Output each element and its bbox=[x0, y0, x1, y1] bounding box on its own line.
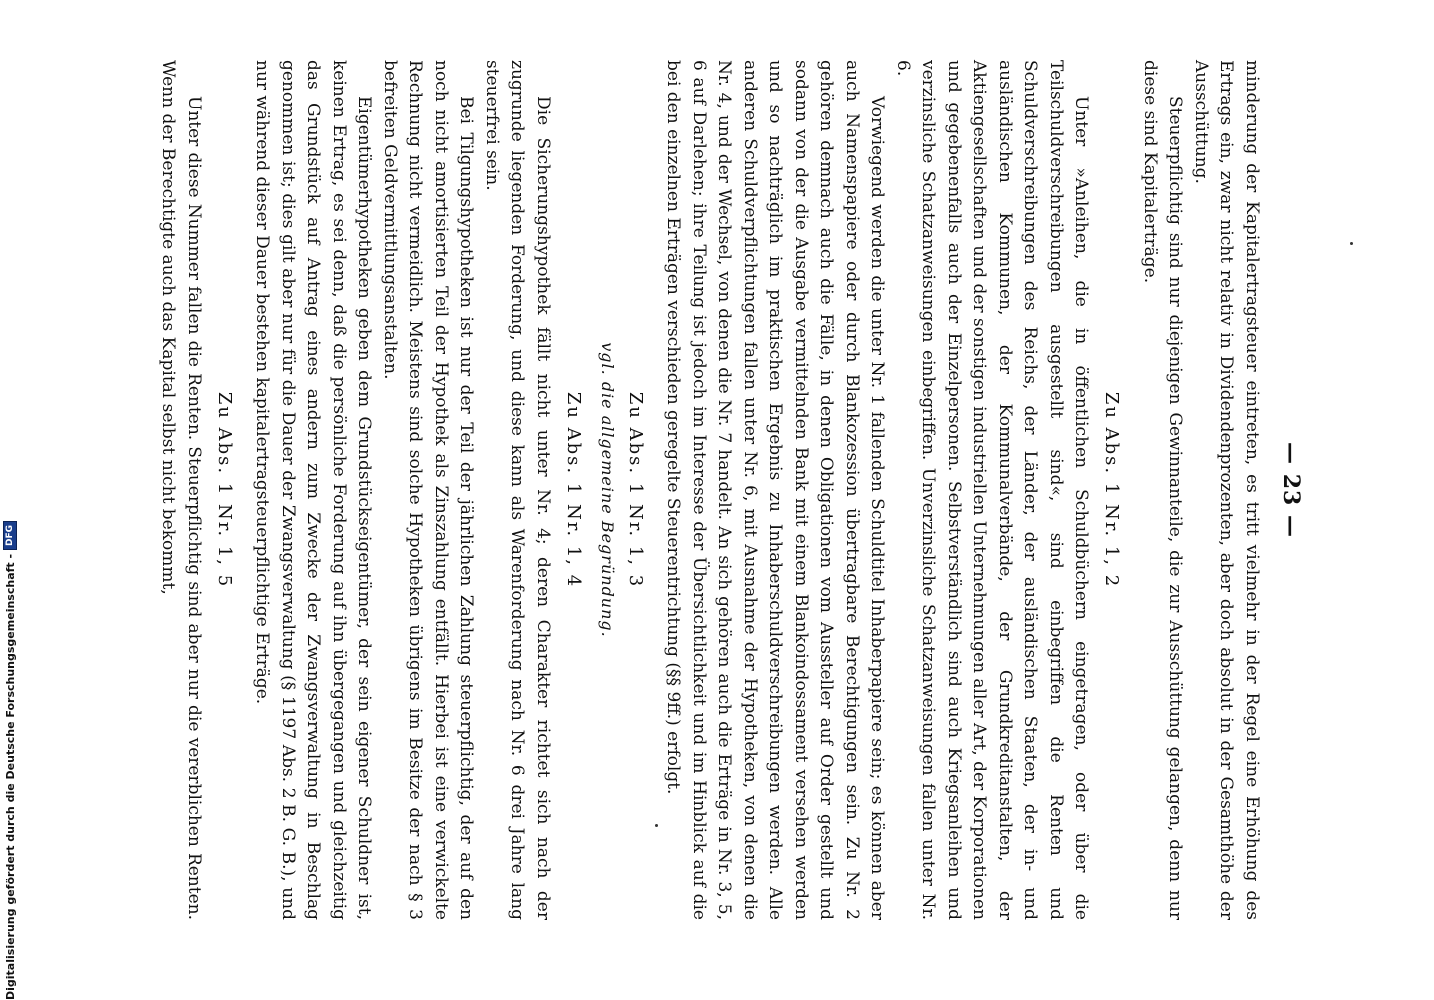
page-number: — 23 — bbox=[1278, 442, 1304, 538]
body-paragraph: Die Sicherungshypothek fällt nicht unter Nr. 4; deren Charakter richtet sich nach der zugrunde liegenden Forderung, und diese kann als Warenforderung nach Nr. 6 drei Jahre lang steuerfrei sein. bbox=[482, 60, 553, 920]
rotated-page bbox=[160, 40, 1310, 1000]
text-column bbox=[160, 40, 1310, 940]
body-paragraph: Eigentümerhypotheken geben dem Grundstückseigentümer, der sein eigener Schuldner ist, keinen Ertrag, es sei denn, daß die persönliche Forderung auf ihn übergegangen und gleichzeitig das Grundstück auf Antrag eines andern zum Zwecke der Zwangsverwaltung in Beschlag genommen ist; dies gilt aber nur für die Dauer der Zwangsverwaltung (§ 1197 Abs. 2 B. G. B.), und nur während dieser Dauer bestehen kapitalertragsteuerpflichtige Erträge. bbox=[252, 60, 375, 920]
digitization-credit bbox=[0, 524, 20, 1000]
page-content bbox=[160, 40, 1310, 940]
dfg-logo: DFG bbox=[3, 521, 17, 550]
body-paragraph: Unter »Anleihen, die in öffentlichen Schuldbüchern eingetragen, oder über die Teilschuldverschreibungen ausgestellt sind«, sind einbegriffen die Renten und Schuldverschreibungen des Reichs, der Länder, der ausländischen Staaten, der in- und ausländischen Kommunen, der Kommunalverbände, der Grundkreditanstalten, der Aktiengesellschaften und der sonstigen industriellen Unternehmungen aller Art, der Korporationen und gegebenenfalls auch der Einzelpersonen. Selbstverständlich sind auch Kriegsanleihen und verzinsliche Schatzanweisungen einbegriffen. Unverzinsliche Schatzanweisungen fallen unter Nr. 6. bbox=[893, 60, 1092, 920]
body-paragraph: Bei Tilgungshypotheken ist nur der Teil der jährlichen Zahlung steuerpflichtig, der auf den noch nicht amortisierten Teil der Hypothek als Zinszahlung entfällt. Hierbei ist eine verwickelte Rechnung nicht vermeidlich. Meistens sind solche Hypotheken übrigens im Besitze der nach § 3 befreiten Geldvermittlungsanstalten. bbox=[380, 60, 477, 920]
section-heading: Zu Abs. 1 Nr. 1, 4 bbox=[563, 391, 584, 589]
body-paragraph: Steuerpflichtig sind nur diejenigen Gewinnanteile, die zur Ausschüttung gelangen, denn nur diese sind Kapitalerträge. bbox=[1140, 60, 1186, 920]
section-heading: Zu Abs. 1 Nr. 1, 5 bbox=[214, 391, 235, 589]
speck-mark bbox=[655, 824, 658, 827]
section-heading: Zu Abs. 1 Nr. 1, 2 bbox=[1101, 391, 1123, 589]
credit-text: Digitalisierung gefördert durch die Deutsche Forschungsgemeinschaft - bbox=[3, 553, 17, 1000]
section-subheading: vgl. die allgemeine Begründung. bbox=[598, 342, 617, 638]
text-blocks bbox=[155, 60, 1264, 920]
body-paragraph: minderung der Kapitalertragsteuer eintreten, es tritt vielmehr in der Regel eine Erhöhung des Ertrags ein, zwar nicht relativ in Dividendenprozenten, aber doch absolut in der Gesamthöhe der Ausschüttung. bbox=[1191, 60, 1262, 920]
section-heading: Zu Abs. 1 Nr. 1, 3 bbox=[625, 391, 646, 589]
speck-mark bbox=[1350, 242, 1353, 245]
body-paragraph: Vorwiegend werden die unter Nr. 1 fallenden Schuldtitel Inhaberpapiere sein; es können aber auch Namenspapiere oder durch Blankozession übertragbare Berechtigungen sein. Zu Nr. 2 gehören demnach auch die Fälle, in denen Obligationen vom Aussteller auf Order gestellt und sodann von der die Ausgabe vermittelnden Bank mit einem Blankoindossament versehen werden und so nachträglich im praktischen Ergebnis zu Inhaberschuldverschreibungen werden. Alle anderen Schuldverpflichtungen fallen unter Nr. 6, mit Ausnahme der Hypotheken, von denen die Nr. 4, und der Wechsel, von denen die Nr. 7 handelt. An sich gehören auch die Erträge in Nr. 3, 5, 6 auf Darlehen; ihre Teilung ist jedoch im Interesse der Übersichtlichkeit und im Hinblick auf die bei den einzelnen Erträgen verschieden geregelte Steuerentrichtung (§§ 9ff.) erfolgt. bbox=[663, 60, 888, 920]
body-paragraph: Unter diese Nummer fallen die Renten. Steuerpflichtig sind aber nur die vererblichen Renten. Wenn der Berechtigte auch das Kapital selbst nicht bekommt, bbox=[158, 60, 204, 920]
